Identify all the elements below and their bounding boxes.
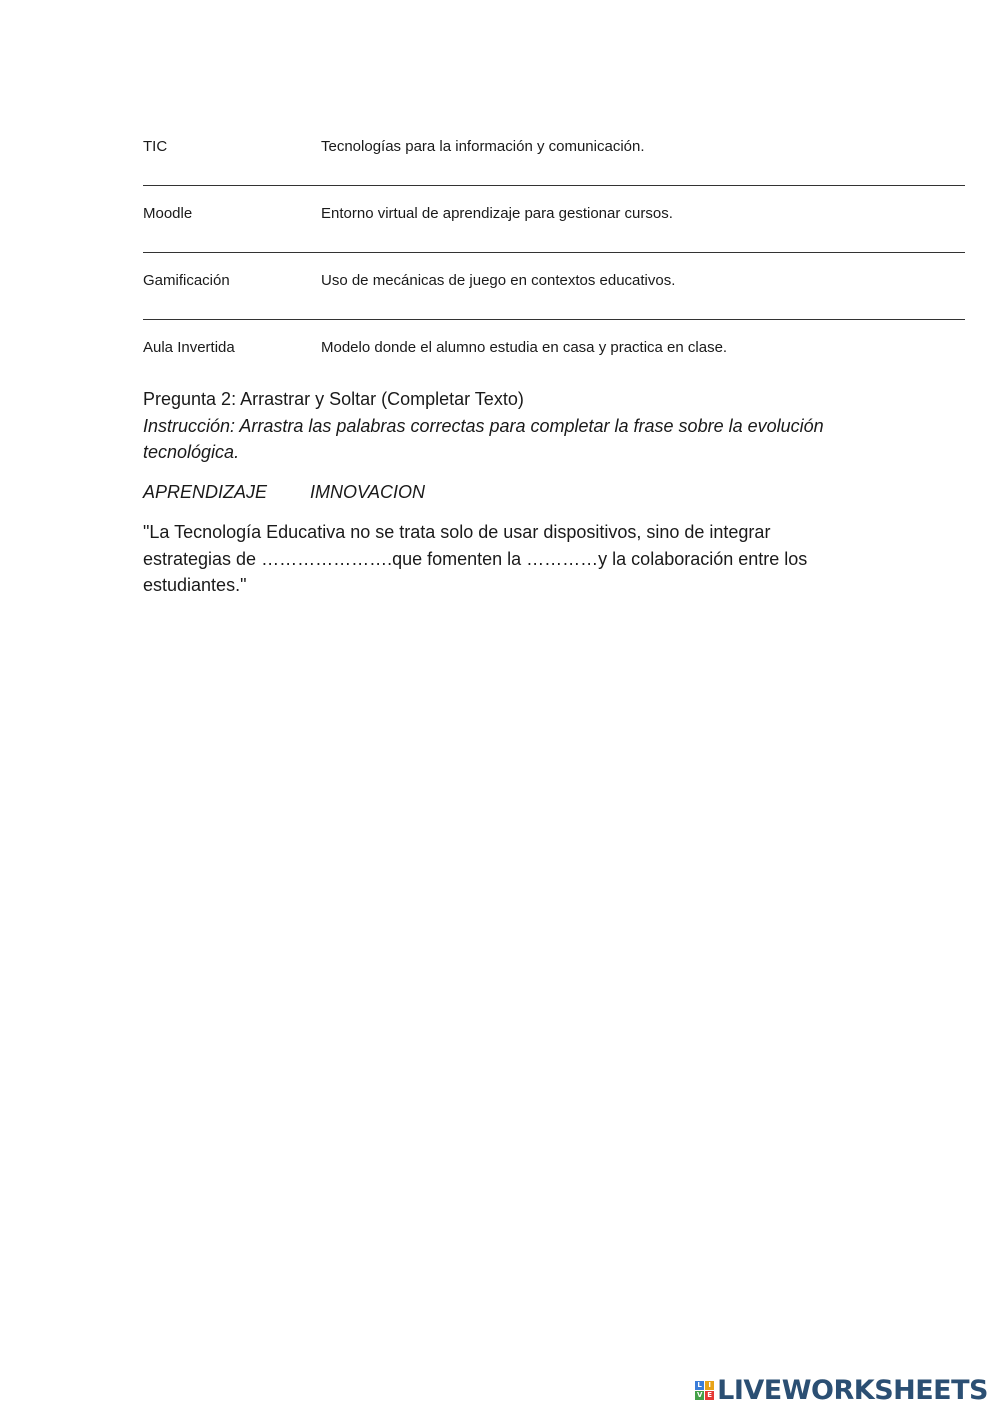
glossary-row: [143, 125, 965, 192]
question-2: [143, 386, 863, 466]
glossary-term: Moodle: [143, 205, 193, 222]
logo-wordmark: LIVEWORKSHEETS: [717, 1374, 988, 1406]
question-title: Pregunta 2: Arrastrar y Soltar (Completar Texto): [143, 389, 524, 409]
logo-mark-cell: I: [705, 1381, 714, 1390]
glossary-definition: Modelo donde el alumno estudia en casa y practica en clase.: [321, 339, 728, 356]
logo-mark-cell: L: [695, 1381, 704, 1390]
glossary-row: [143, 259, 965, 326]
glossary-definition: Entorno virtual de aprendizaje para gestionar cursos.: [321, 205, 673, 222]
fill-in-sentence: "La Tecnología Educativa no se trata solo de usar dispositivos, sino de integrar estrategias de ………………….que fomenten la …………y la colaboración entre los estudiantes.": [143, 522, 808, 595]
question-instruction: Instrucción: Arrastra las palabras correctas para completar la frase sobre la evolución tecnológica.: [143, 415, 824, 462]
glossary-table: [143, 125, 965, 366]
glossary-row: [143, 326, 965, 366]
glossary-row: [143, 192, 965, 259]
liveworksheets-logo: [695, 1375, 988, 1405]
row-divider: [143, 319, 965, 320]
glossary-definition: Tecnologías para la información y comunicación.: [321, 138, 645, 155]
drag-word-imnovacion[interactable]: IMNOVACION: [310, 482, 426, 502]
glossary-term: Gamificación: [143, 272, 230, 289]
drag-word-aprendizaje[interactable]: APRENDIZAJE: [143, 482, 268, 502]
glossary-term: Aula Invertida: [143, 339, 235, 356]
logo-mark-cell: E: [705, 1391, 714, 1400]
logo-mark-icon: [695, 1381, 714, 1400]
drag-options: [143, 479, 425, 505]
glossary-definition: Uso de mecánicas de juego en contextos educativos.: [321, 272, 676, 289]
row-divider: [143, 185, 965, 186]
row-divider: [143, 252, 965, 253]
logo-mark-cell: V: [696, 1390, 703, 1399]
glossary-term: TIC: [143, 138, 168, 155]
